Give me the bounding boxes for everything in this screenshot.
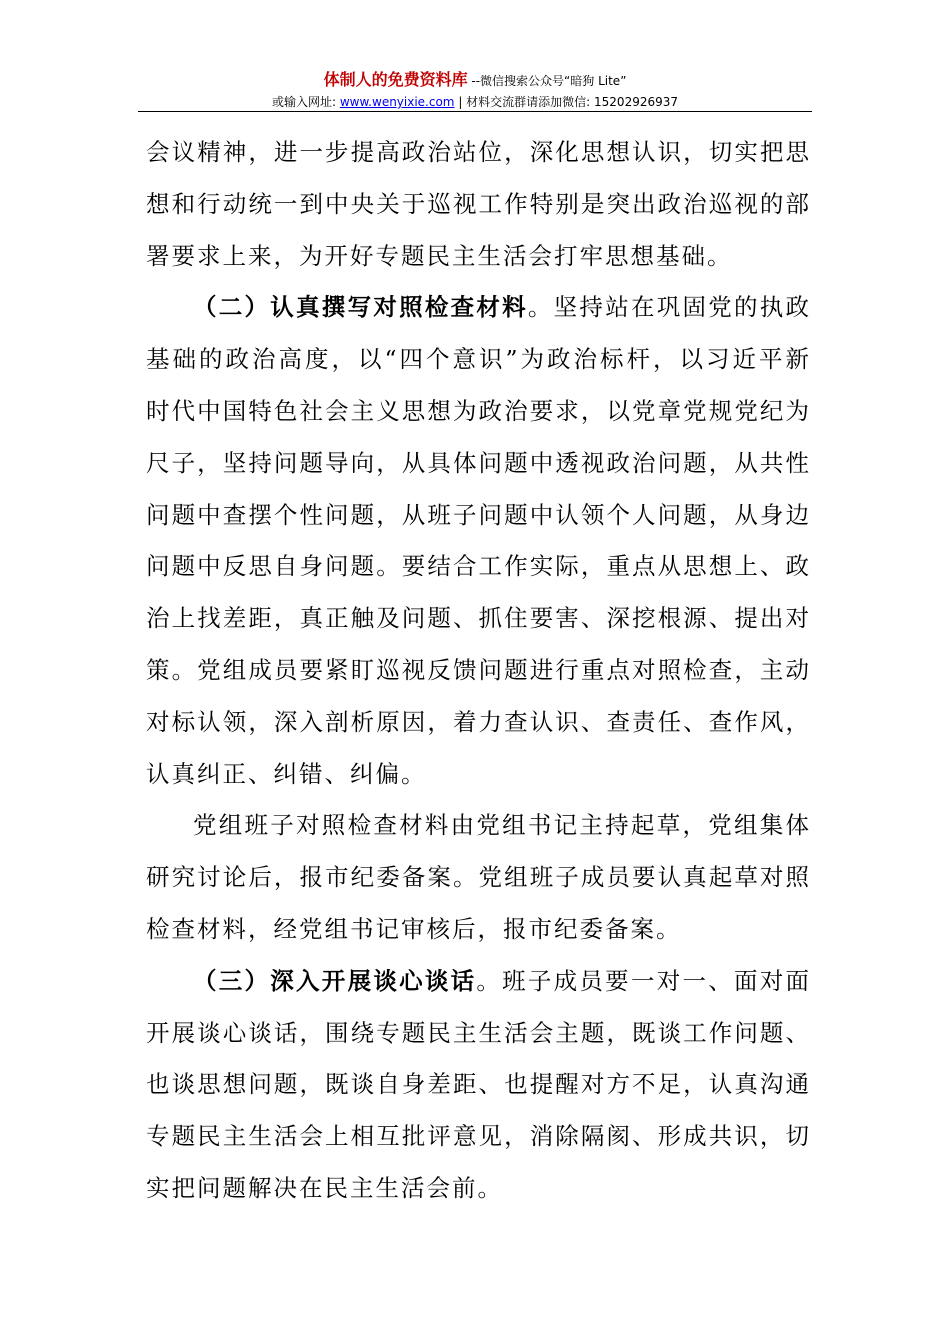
brand-title: 体制人的免费资料库 bbox=[323, 70, 468, 89]
header-contact-line bbox=[0, 93, 950, 111]
contact-info: | 材料交流群请添加微信: 15202926937 bbox=[454, 95, 679, 109]
paragraph-filing bbox=[146, 800, 811, 955]
page-header bbox=[0, 70, 950, 111]
header-divider bbox=[138, 111, 812, 112]
paragraph-section-2 bbox=[146, 282, 811, 800]
section-heading: （三）深入开展谈心谈话 bbox=[193, 966, 477, 995]
paragraph-section-3 bbox=[146, 956, 811, 1215]
paragraph-continuation bbox=[146, 127, 811, 282]
document-body bbox=[146, 127, 811, 1215]
website-link[interactable]: www.wenyixie.com bbox=[339, 95, 455, 109]
wechat-note: --微信搜索公众号“暗狗 Lite” bbox=[467, 74, 627, 88]
paragraph-text: 。班子成员要一对一、面对面开展谈心谈话，围绕专题民主生活会主题，既谈工作问题、也谈思想问题，既谈自身差距、也提醒对方不足，认真沟通专题民主生活会上相互批评意见，消除隔阂、形成共识，切实把问题解决在民主生活会前。 bbox=[146, 966, 812, 1202]
url-prefix: 或输入网址: bbox=[271, 95, 340, 109]
paragraph-text: 党组班子对照检查材料由党组书记主持起草，党组集体研究讨论后，报市纪委备案。党组班子成员要认真起草对照检查材料，经党组书记审核后，报市纪委备案。 bbox=[146, 811, 811, 943]
header-title-line bbox=[0, 70, 950, 91]
section-heading: （二）认真撰写对照检查材料 bbox=[193, 293, 528, 322]
paragraph-text: 会议精神，进一步提高政治站位，深化思想认识，切实把思想和行动统一到中央关于巡视工作特别是突出政治巡视的部署要求上来，为开好专题民主生活会打牢思想基础。 bbox=[146, 138, 811, 270]
paragraph-text: 。坚持站在巩固党的执政基础的政治高度，以“四个意识”为政治标杆，以习近平新时代中国特色社会主义思想为政治要求，以党章党规党纪为尺子，坚持问题导向，从具体问题中透视政治问题，从共性问题中查摆个性问题，从班子问题中认领个人问题，从身边问题中反思自身问题。要结合工作实际，重点从思想上、政治上找差距，真正触及问题、抓住要害、深挖根源、提出对策。党组成员要紧盯巡视反馈问题进行重点对照检查，主动对标认领，深入剖析原因，着力查认识、查责任、查作风，认真纠正、纠错、纠偏。 bbox=[146, 293, 812, 788]
